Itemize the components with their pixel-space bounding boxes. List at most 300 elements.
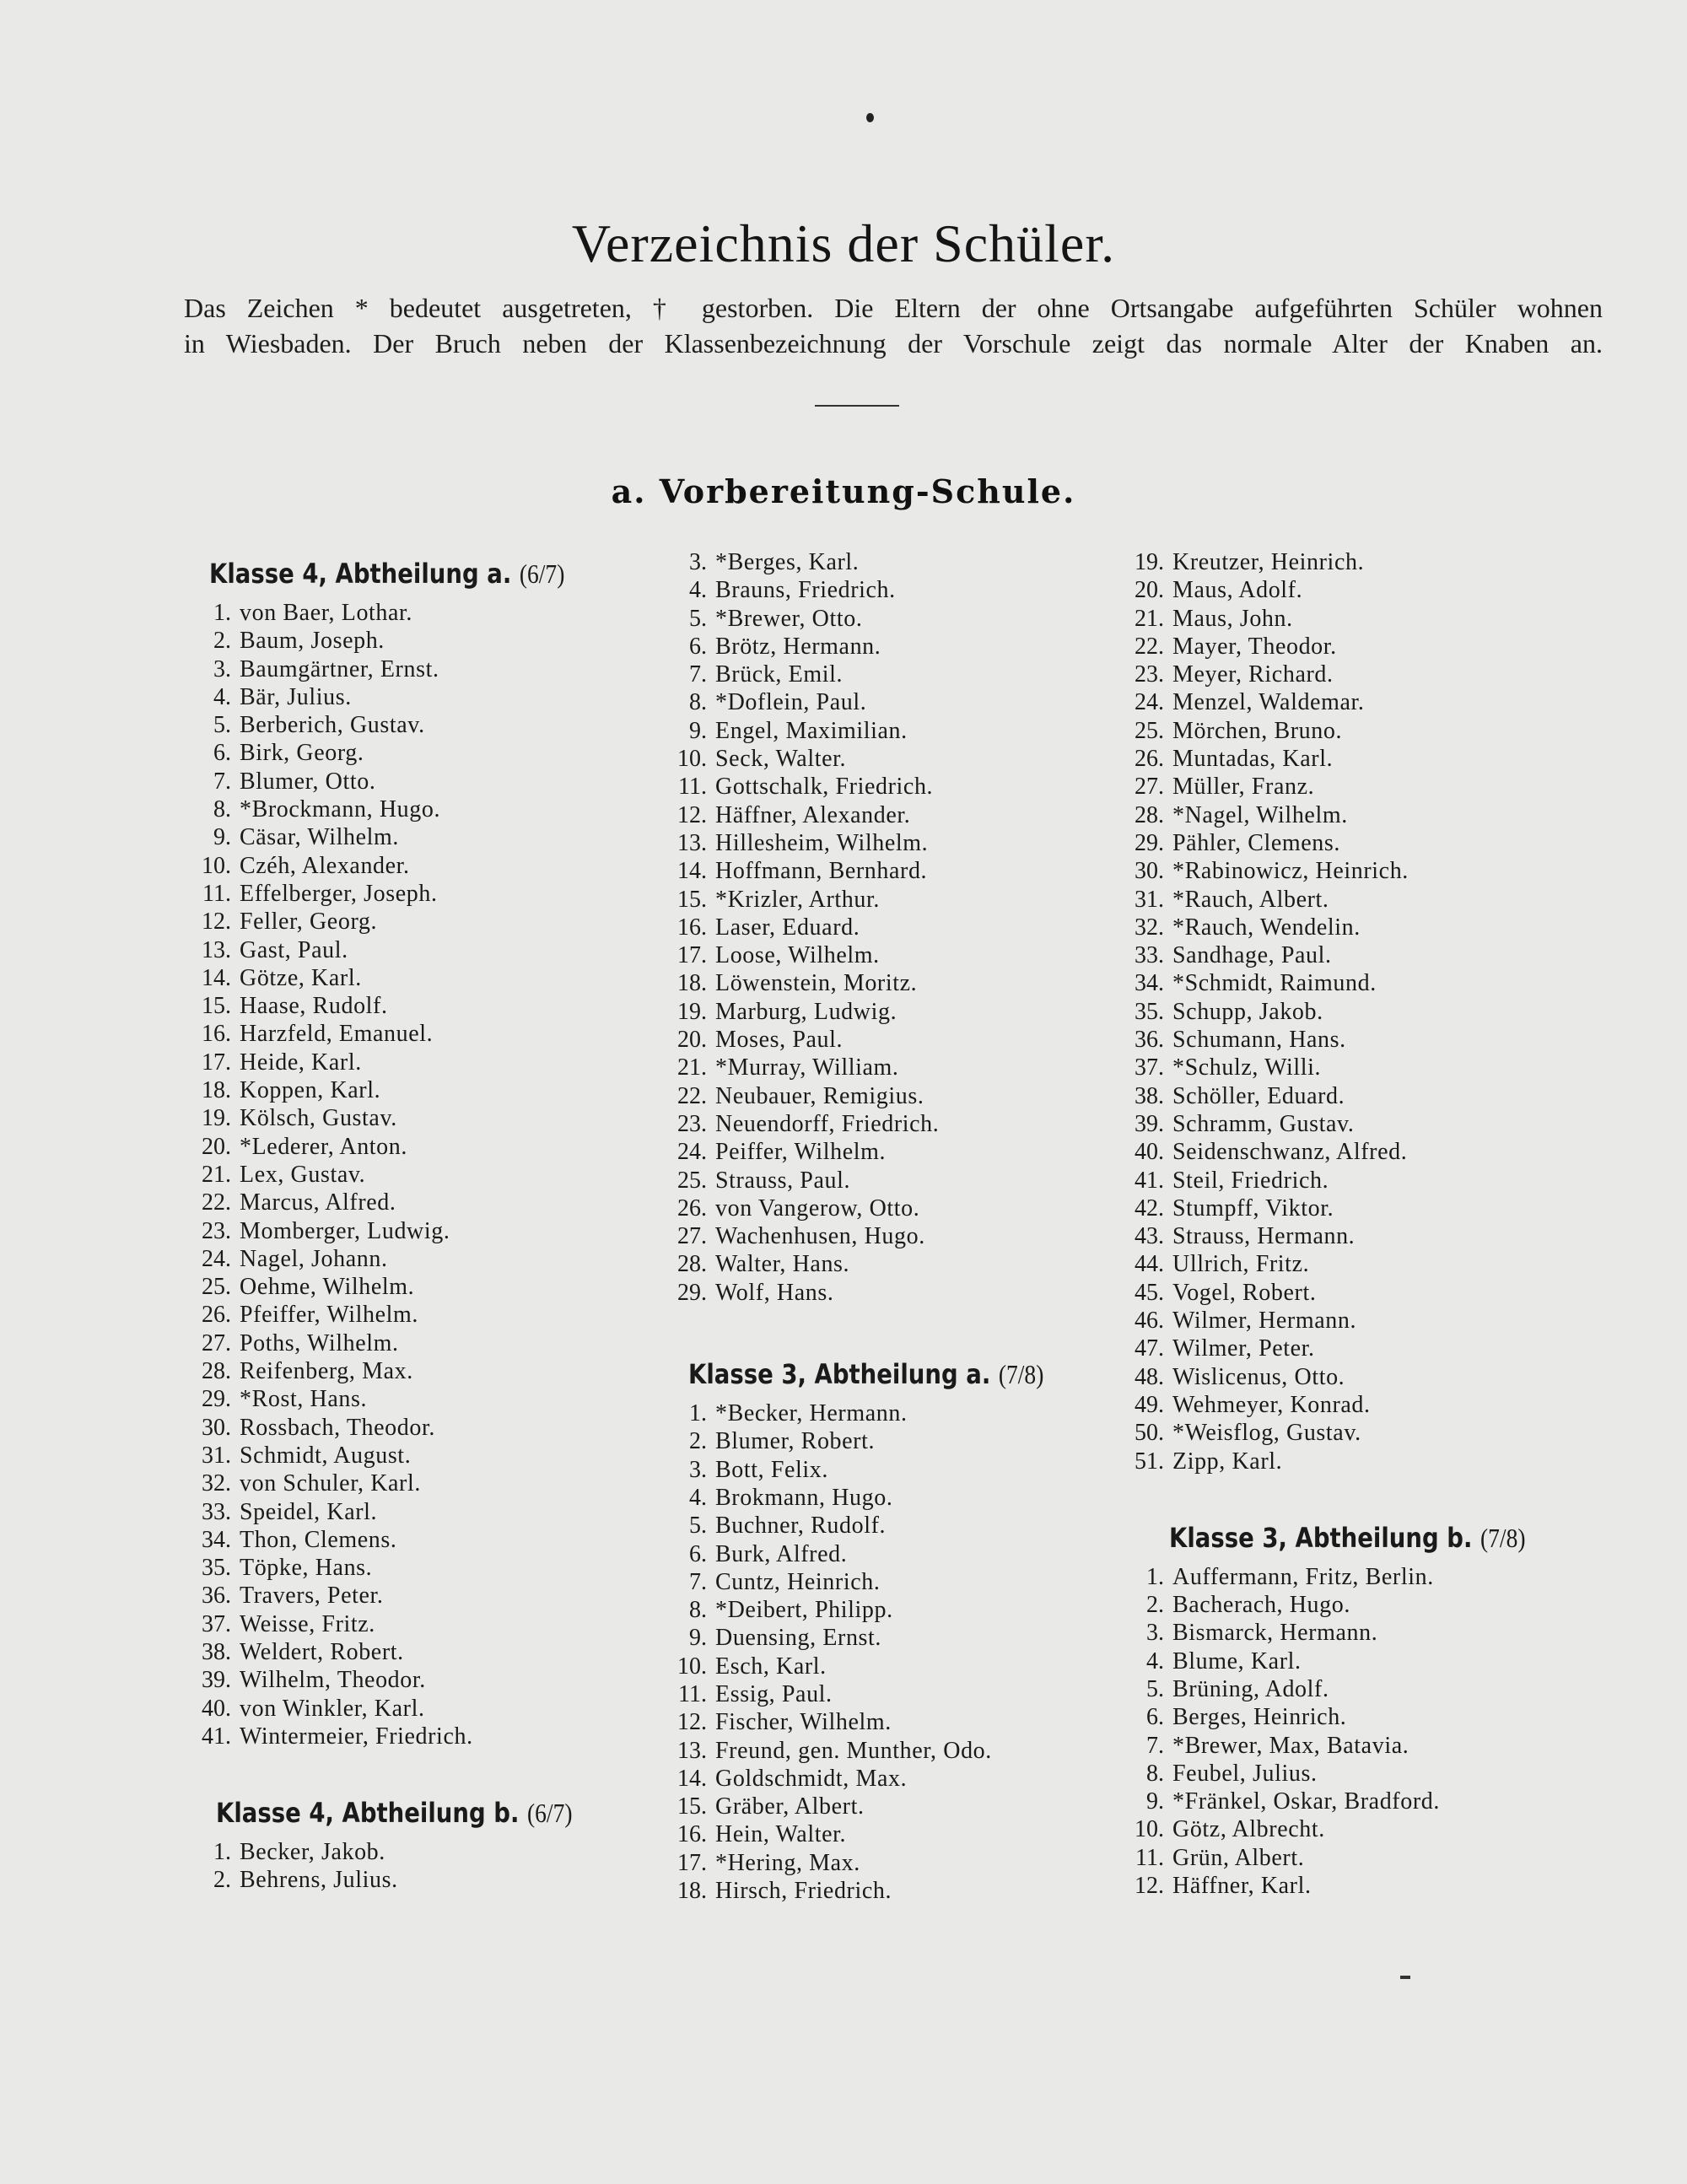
student-number: 17. xyxy=(202,1049,231,1076)
student-entry xyxy=(1113,661,1620,688)
student-name: von Winkler, Karl. xyxy=(240,1695,425,1722)
page-mark-bottom xyxy=(1400,1976,1410,1979)
student-number: 4. xyxy=(213,683,231,710)
student-entry xyxy=(1113,1054,1620,1081)
student-entry xyxy=(1113,717,1620,745)
student-entry xyxy=(1113,1335,1620,1362)
student-name: *Lederer, Anton. xyxy=(240,1133,407,1160)
student-number: 1. xyxy=(1146,1563,1164,1590)
student-name: Oehme, Wilhelm. xyxy=(240,1274,415,1301)
student-name: *Fränkel, Oskar, Bradford. xyxy=(1172,1788,1440,1815)
student-name: Blumer, Otto. xyxy=(240,768,376,795)
student-entry xyxy=(656,1680,1129,1708)
student-name: *Rauch, Wendelin. xyxy=(1172,914,1361,941)
class-heading-k4a xyxy=(209,548,590,599)
student-name: Mörchen, Bruno. xyxy=(1172,717,1343,744)
student-entry xyxy=(181,739,653,767)
student-entry xyxy=(656,998,1129,1026)
student-entry xyxy=(656,1279,1129,1307)
student-number: 5. xyxy=(689,1513,707,1540)
student-number: 16. xyxy=(202,1021,231,1048)
student-list-k4b xyxy=(181,1838,653,1895)
student-number: 14. xyxy=(677,1765,707,1792)
student-number: 20. xyxy=(202,1133,231,1160)
student-name: Speidel, Karl. xyxy=(240,1498,378,1525)
student-name: Czéh, Alexander. xyxy=(240,852,410,879)
student-name: *Deibert, Philipp. xyxy=(715,1597,893,1624)
student-entry xyxy=(181,1329,653,1357)
student-name: Häffner, Karl. xyxy=(1172,1873,1312,1900)
student-number: 8. xyxy=(689,1597,707,1624)
student-number: 14. xyxy=(202,964,231,991)
student-name: Berges, Heinrich. xyxy=(1172,1704,1347,1731)
student-number: 4. xyxy=(689,1484,707,1511)
student-number: 7. xyxy=(213,768,231,795)
student-number: 23. xyxy=(1135,661,1164,688)
student-name: Wilmer, Peter. xyxy=(1172,1335,1315,1362)
student-number: 35. xyxy=(1135,998,1164,1025)
student-number: 12. xyxy=(202,909,231,936)
student-number: 30. xyxy=(202,1414,231,1441)
student-entry xyxy=(1113,829,1620,857)
student-name: *Rabinowicz, Heinrich. xyxy=(1172,858,1409,885)
student-number: 34. xyxy=(202,1526,231,1553)
student-number: 6. xyxy=(213,740,231,767)
student-name: Gräber, Albert. xyxy=(715,1793,865,1820)
student-entry xyxy=(181,1385,653,1413)
student-number: 46. xyxy=(1135,1308,1164,1335)
student-number: 23. xyxy=(202,1217,231,1244)
student-name: Schöller, Eduard. xyxy=(1172,1082,1345,1109)
student-name: Kölsch, Gustav. xyxy=(240,1105,397,1132)
student-name: *Brewer, Max, Batavia. xyxy=(1172,1732,1409,1759)
student-entry xyxy=(181,683,653,711)
class-heading-label: Klasse 3, Abtheilung a. xyxy=(688,1358,991,1391)
student-number: 34. xyxy=(1135,970,1164,997)
student-number: 3. xyxy=(213,655,231,682)
student-entry xyxy=(181,1582,653,1610)
student-name: Strauss, Hermann. xyxy=(1172,1223,1356,1250)
student-entry xyxy=(181,1442,653,1469)
student-entry xyxy=(656,1568,1129,1596)
spacer xyxy=(1113,1475,1620,1513)
student-entry xyxy=(1113,1844,1620,1872)
student-name: Menzel, Waldemar. xyxy=(1172,689,1365,716)
student-entry xyxy=(656,1540,1129,1568)
class-heading-k4b xyxy=(216,1788,591,1838)
student-number: 12. xyxy=(677,801,707,828)
student-entry xyxy=(1113,998,1620,1026)
student-number: 32. xyxy=(202,1470,231,1497)
student-entry xyxy=(656,1427,1129,1455)
student-entry xyxy=(181,1357,653,1385)
student-number: 13. xyxy=(677,829,707,856)
student-number: 18. xyxy=(677,970,707,997)
student-number: 3. xyxy=(1146,1620,1164,1647)
student-name: Vogel, Robert. xyxy=(1172,1279,1317,1306)
student-entry xyxy=(656,914,1129,941)
student-number: 2. xyxy=(213,1867,231,1894)
student-name: Neuendorff, Friedrich. xyxy=(715,1110,940,1137)
student-name: Wehmeyer, Konrad. xyxy=(1172,1391,1371,1418)
student-entry xyxy=(181,1610,653,1638)
student-name: Brauns, Friedrich. xyxy=(715,577,896,604)
student-name: *Schulz, Willi. xyxy=(1172,1054,1322,1081)
student-name: Wislicenus, Otto. xyxy=(1172,1363,1345,1390)
student-number: 24. xyxy=(677,1139,707,1166)
student-number: 19. xyxy=(202,1105,231,1132)
student-entry xyxy=(1113,969,1620,997)
class-heading-k3b xyxy=(1169,1513,1556,1563)
student-list-k4b xyxy=(656,548,1129,1307)
student-entry xyxy=(181,880,653,908)
student-name: Bär, Julius. xyxy=(240,683,352,710)
student-number: 11. xyxy=(678,774,707,801)
student-list-k4a xyxy=(181,599,653,1750)
student-name: Seck, Walter. xyxy=(715,746,847,773)
student-entry xyxy=(181,1526,653,1554)
intro-line-2: in Wiesbaden. Der Bruch neben der Klassenbezeichnung der Vorschule zeigt das normale Alter der Knaben an. xyxy=(184,328,1603,359)
student-name: Heide, Karl. xyxy=(240,1049,362,1076)
student-name: Poths, Wilhelm. xyxy=(240,1329,399,1356)
spacer xyxy=(656,1307,1129,1349)
student-name: Feubel, Julius. xyxy=(1172,1760,1318,1787)
student-number: 20. xyxy=(677,1027,707,1054)
student-name: Baum, Joseph. xyxy=(240,628,385,655)
student-number: 49. xyxy=(1135,1391,1164,1418)
student-name: Goldschmidt, Max. xyxy=(715,1765,908,1792)
student-number: 8. xyxy=(213,796,231,823)
student-number: 27. xyxy=(1135,774,1164,801)
student-entry xyxy=(656,661,1129,688)
student-name: Koppen, Karl. xyxy=(240,1077,381,1104)
student-name: Strauss, Paul. xyxy=(715,1167,851,1194)
student-entry xyxy=(656,1653,1129,1680)
student-name: Laser, Eduard. xyxy=(715,914,860,941)
student-name: *Weisflog, Gustav. xyxy=(1172,1420,1361,1447)
student-name: Burk, Alfred. xyxy=(715,1540,848,1567)
student-name: Brüning, Adolf. xyxy=(1172,1675,1329,1702)
student-entry xyxy=(656,1399,1129,1427)
student-name: Baumgärtner, Ernst. xyxy=(240,655,439,682)
student-number: 2. xyxy=(1146,1592,1164,1619)
student-entry xyxy=(1113,1675,1620,1703)
column-2 xyxy=(656,548,1129,1905)
student-entry xyxy=(181,1638,653,1666)
student-number: 4. xyxy=(689,577,707,604)
student-entry xyxy=(181,1666,653,1694)
student-number: 40. xyxy=(1135,1139,1164,1166)
student-entry xyxy=(181,1301,653,1329)
student-number: 12. xyxy=(1135,1873,1164,1900)
student-name: Wintermeier, Friedrich. xyxy=(240,1723,473,1750)
student-number: 6. xyxy=(689,633,707,660)
student-number: 26. xyxy=(202,1302,231,1329)
student-number: 22. xyxy=(202,1189,231,1216)
student-name: Sandhage, Paul. xyxy=(1172,942,1332,969)
student-name: *Rost, Hans. xyxy=(240,1386,368,1413)
student-name: Grün, Albert. xyxy=(1172,1844,1305,1871)
student-number: 15. xyxy=(677,1793,707,1820)
student-list-k3b xyxy=(1113,1563,1620,1901)
student-number: 11. xyxy=(202,880,231,907)
student-entry xyxy=(181,852,653,880)
student-entry xyxy=(1113,1307,1620,1335)
student-number: 21. xyxy=(677,1054,707,1081)
student-number: 7. xyxy=(689,661,707,688)
student-entry xyxy=(1113,605,1620,633)
student-entry xyxy=(181,1414,653,1442)
student-name: *Doflein, Paul. xyxy=(715,689,867,716)
student-entry xyxy=(1113,1788,1620,1815)
student-number: 4. xyxy=(1146,1647,1164,1674)
student-number: 37. xyxy=(1135,1054,1164,1081)
student-name: Weldert, Robert. xyxy=(240,1638,404,1665)
student-entry xyxy=(1113,745,1620,773)
student-entry xyxy=(656,1849,1129,1877)
student-name: Nagel, Johann. xyxy=(240,1245,388,1272)
student-entry xyxy=(656,1624,1129,1652)
student-entry xyxy=(181,1554,653,1582)
student-entry xyxy=(181,1273,653,1301)
student-number: 3. xyxy=(689,1456,707,1483)
student-number: 50. xyxy=(1135,1420,1164,1447)
student-number: 41. xyxy=(1135,1167,1164,1194)
student-name: Harzfeld, Emanuel. xyxy=(240,1021,434,1048)
student-entry xyxy=(656,1820,1129,1848)
student-name: Maus, John. xyxy=(1172,605,1293,632)
student-entry xyxy=(656,1222,1129,1250)
student-entry xyxy=(656,605,1129,633)
student-number: 7. xyxy=(1146,1732,1164,1759)
student-entry xyxy=(181,936,653,964)
student-number: 2. xyxy=(689,1428,707,1455)
student-entry xyxy=(656,1082,1129,1110)
student-name: Loose, Wilhelm. xyxy=(715,942,880,969)
student-entry xyxy=(1113,1194,1620,1222)
student-entry xyxy=(1113,1619,1620,1647)
student-entry xyxy=(656,1026,1129,1054)
student-number: 5. xyxy=(213,712,231,739)
student-entry xyxy=(181,1723,653,1750)
student-name: Fischer, Wilhelm. xyxy=(715,1709,892,1736)
student-name: Engel, Maximilian. xyxy=(715,717,908,744)
student-entry xyxy=(181,1161,653,1189)
student-number: 9. xyxy=(689,717,707,744)
student-name: Wolf, Hans. xyxy=(715,1279,834,1306)
student-name: Hoffmann, Bernhard. xyxy=(715,858,928,885)
student-entry xyxy=(181,1020,653,1048)
student-entry xyxy=(656,1793,1129,1820)
student-number: 21. xyxy=(1135,605,1164,632)
student-name: Götz, Albrecht. xyxy=(1172,1816,1325,1843)
student-name: Behrens, Julius. xyxy=(240,1867,398,1894)
student-number: 18. xyxy=(202,1077,231,1104)
student-entry xyxy=(656,857,1129,885)
student-number: 12. xyxy=(677,1709,707,1736)
student-name: Becker, Jakob. xyxy=(240,1839,385,1866)
page-title: Verzeichnis der Schüler. xyxy=(571,213,1116,273)
student-number: 15. xyxy=(677,886,707,913)
student-name: Rossbach, Theodor. xyxy=(240,1414,435,1441)
student-entry xyxy=(181,1104,653,1132)
student-name: Haase, Rudolf. xyxy=(240,993,388,1020)
student-name: Brück, Emil. xyxy=(715,661,844,688)
student-name: Wilhelm, Theodor. xyxy=(240,1667,426,1694)
student-number: 8. xyxy=(1146,1760,1164,1787)
student-number: 13. xyxy=(202,936,231,963)
student-entry xyxy=(181,1189,653,1216)
class-heading-k3a xyxy=(688,1349,1067,1399)
student-name: Zipp, Karl. xyxy=(1172,1448,1283,1475)
student-number: 2. xyxy=(213,628,231,655)
student-entry xyxy=(1113,1419,1620,1447)
student-number: 9. xyxy=(689,1625,707,1652)
student-entry xyxy=(181,627,653,655)
student-name: Cuntz, Heinrich. xyxy=(715,1568,881,1595)
student-name: Cäsar, Wilhelm. xyxy=(240,824,399,851)
student-number: 45. xyxy=(1135,1279,1164,1306)
student-number: 43. xyxy=(1135,1223,1164,1250)
student-entry xyxy=(656,688,1129,716)
student-entry xyxy=(656,773,1129,801)
student-name: Pähler, Clemens. xyxy=(1172,829,1340,856)
student-number: 14. xyxy=(677,858,707,885)
student-name: Steil, Friedrich. xyxy=(1172,1167,1329,1194)
student-number: 19. xyxy=(677,998,707,1025)
student-entry xyxy=(656,745,1129,773)
student-name: Pfeiffer, Wilhelm. xyxy=(240,1302,419,1329)
student-name: Brokmann, Hugo. xyxy=(715,1484,893,1511)
class-heading-label: Klasse 3, Abtheilung b. xyxy=(1169,1521,1473,1554)
student-number: 5. xyxy=(1146,1675,1164,1702)
student-name: Hillesheim, Wilhelm. xyxy=(715,829,929,856)
student-entry xyxy=(181,1866,653,1894)
student-number: 18. xyxy=(677,1878,707,1905)
student-entry xyxy=(1113,773,1620,801)
student-name: Bacherach, Hugo. xyxy=(1172,1592,1350,1619)
student-number: 5. xyxy=(689,605,707,632)
student-number: 31. xyxy=(202,1442,231,1469)
student-entry xyxy=(1113,1591,1620,1619)
student-number: 22. xyxy=(1135,633,1164,660)
student-number: 41. xyxy=(202,1723,231,1750)
student-name: Essig, Paul. xyxy=(715,1680,833,1707)
student-name: Lex, Gustav. xyxy=(240,1161,366,1188)
student-number: 30. xyxy=(1135,858,1164,885)
student-number: 31. xyxy=(1135,886,1164,913)
student-entry xyxy=(656,1110,1129,1138)
intro-line-1: Das Zeichen * bedeutet ausgetreten, † gestorben. Die Eltern der ohne Ortsangabe aufgeführten Schüler wohnen xyxy=(184,293,1603,323)
student-entry xyxy=(181,908,653,936)
student-name: Gast, Paul. xyxy=(240,936,348,963)
student-entry xyxy=(1113,1391,1620,1419)
student-name: Götze, Karl. xyxy=(240,964,362,991)
student-name: *Becker, Hermann. xyxy=(715,1400,908,1427)
student-entry xyxy=(181,711,653,739)
student-name: Buchner, Rudolf. xyxy=(715,1513,887,1540)
student-name: Bott, Felix. xyxy=(715,1456,828,1483)
student-name: Esch, Karl. xyxy=(715,1653,827,1680)
student-entry xyxy=(181,1245,653,1273)
student-number: 38. xyxy=(1135,1082,1164,1109)
student-entry xyxy=(656,1512,1129,1540)
student-number: 22. xyxy=(677,1082,707,1109)
student-name: Reifenberg, Max. xyxy=(240,1358,413,1385)
student-name: Muntadas, Karl. xyxy=(1172,746,1334,773)
student-name: Hein, Walter. xyxy=(715,1821,847,1848)
student-entry xyxy=(181,1133,653,1161)
student-name: Feller, Georg. xyxy=(240,909,378,936)
student-number: 32. xyxy=(1135,914,1164,941)
student-name: Wilmer, Hermann. xyxy=(1172,1308,1357,1335)
student-number: 11. xyxy=(1135,1844,1164,1871)
student-name: Birk, Georg. xyxy=(240,740,364,767)
student-name: Mayer, Theodor. xyxy=(1172,633,1337,660)
student-name: Blumer, Robert. xyxy=(715,1428,876,1455)
student-entry xyxy=(181,1049,653,1076)
student-number: 19. xyxy=(1135,549,1164,575)
student-entry xyxy=(1113,1363,1620,1391)
student-entry xyxy=(1113,1250,1620,1278)
student-entry xyxy=(181,768,653,795)
student-entry xyxy=(1113,1110,1620,1138)
student-entry xyxy=(1113,914,1620,941)
student-name: Müller, Franz. xyxy=(1172,774,1315,801)
student-name: Effelberger, Joseph. xyxy=(240,880,438,907)
student-entry xyxy=(656,548,1129,576)
column-3 xyxy=(1113,548,1620,1900)
student-name: Auffermann, Fritz, Berlin. xyxy=(1172,1563,1434,1590)
student-entry xyxy=(656,1194,1129,1222)
student-entry xyxy=(656,1596,1129,1624)
student-entry xyxy=(181,1076,653,1104)
student-entry xyxy=(181,1498,653,1526)
student-entry xyxy=(656,969,1129,997)
student-number: 9. xyxy=(213,824,231,851)
student-entry xyxy=(656,886,1129,914)
student-entry xyxy=(1113,576,1620,604)
student-number: 29. xyxy=(1135,829,1164,856)
page-mark xyxy=(866,113,874,122)
student-number: 36. xyxy=(202,1583,231,1610)
student-number: 3. xyxy=(689,549,707,575)
student-entry xyxy=(1113,857,1620,885)
student-name: Freund, gen. Munther, Odo. xyxy=(715,1737,992,1764)
student-number: 17. xyxy=(677,1849,707,1876)
student-name: Meyer, Richard. xyxy=(1172,661,1334,688)
student-entry xyxy=(656,1708,1129,1736)
student-name: Löwenstein, Moritz. xyxy=(715,970,918,997)
student-entry xyxy=(1113,886,1620,914)
student-entry xyxy=(656,801,1129,829)
class-age-ratio: (7/8) xyxy=(1479,1522,1526,1553)
student-name: Schumann, Hans. xyxy=(1172,1027,1346,1054)
class-age-ratio: (7/8) xyxy=(998,1359,1044,1390)
student-number: 40. xyxy=(202,1695,231,1722)
student-entry xyxy=(1113,1222,1620,1250)
student-name: Marburg, Ludwig. xyxy=(715,998,897,1025)
student-number: 44. xyxy=(1135,1251,1164,1278)
student-name: von Vangerow, Otto. xyxy=(715,1194,920,1221)
student-entry xyxy=(1113,1026,1620,1054)
student-number: 37. xyxy=(202,1610,231,1637)
student-number: 28. xyxy=(202,1358,231,1385)
student-name: Weisse, Fritz. xyxy=(240,1610,375,1637)
student-number: 28. xyxy=(1135,801,1164,828)
spacer xyxy=(181,1750,653,1788)
student-entry xyxy=(1113,1647,1620,1675)
